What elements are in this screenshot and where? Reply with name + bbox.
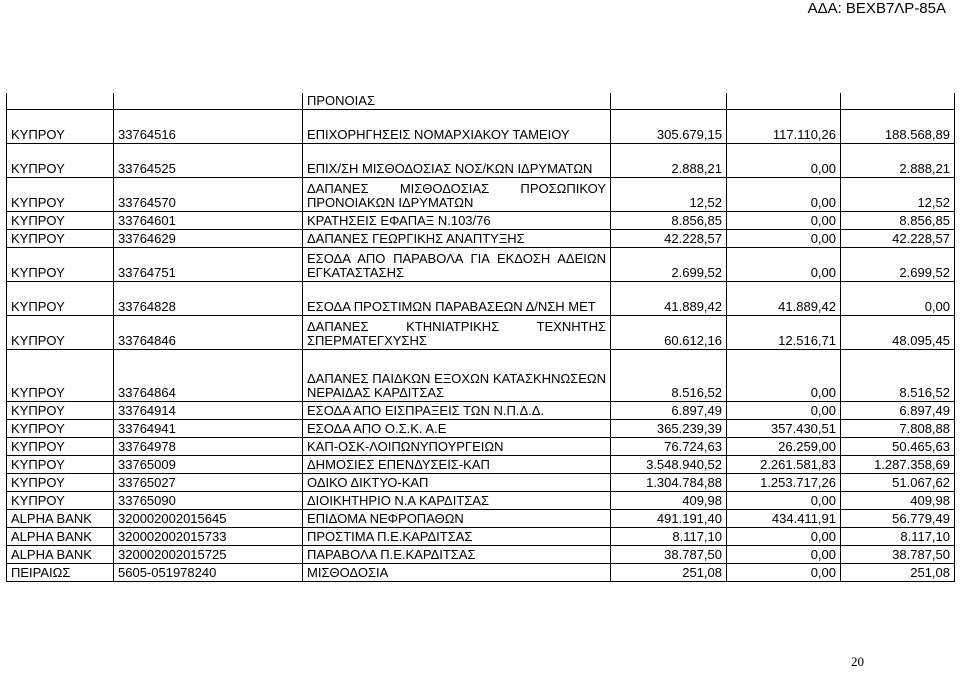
- description-cell: ΕΣΟΔΑ ΑΠΟ ΕΙΣΠΡΑΞΕΙΣ ΤΩΝ Ν.Π.Δ.Δ.: [303, 402, 611, 420]
- bank-cell: ΚΥΠΡΟΥ: [7, 212, 114, 230]
- amount-col3-cell: 2.699,52: [841, 248, 955, 282]
- description-cell: ΔΗΜΟΣΙΕΣ ΕΠΕΝΔΥΣΕΙΣ-ΚΑΠ: [303, 456, 611, 474]
- amount-col2-cell: 0,00: [727, 546, 841, 564]
- account-cell: 33764629: [114, 230, 303, 248]
- description-cell: ΕΠΙΧ/ΣΗ ΜΙΣΘΟΔΟΣΙΑΣ ΝΟΣ/ΚΩΝ ΙΔΡΥΜΑΤΩΝ: [303, 144, 611, 178]
- bank-cell: ΚΥΠΡΟΥ: [7, 438, 114, 456]
- account-cell: 320002002015725: [114, 546, 303, 564]
- amount-col2-cell: 0,00: [727, 528, 841, 546]
- account-cell: 33764846: [114, 316, 303, 350]
- amount-col3-cell: 50.465,63: [841, 438, 955, 456]
- amount-col3-cell: 38.787,50: [841, 546, 955, 564]
- amount-col3-cell: [841, 93, 955, 110]
- amount-col2-cell: 0,00: [727, 212, 841, 230]
- amount-col1-cell: 305.679,15: [611, 110, 727, 144]
- bank-cell: ΚΥΠΡΟΥ: [7, 110, 114, 144]
- amount-col2-cell: [727, 93, 841, 110]
- account-cell: 320002002015733: [114, 528, 303, 546]
- bank-cell: ALPHA BANK: [7, 528, 114, 546]
- amount-col3-cell: 409,98: [841, 492, 955, 510]
- amount-col1-cell: 76.724,63: [611, 438, 727, 456]
- amount-col3-cell: 8.117,10: [841, 528, 955, 546]
- amount-col2-cell: 434.411,91: [727, 510, 841, 528]
- description-cell: ΕΠΙΔΟΜΑ ΝΕΦΡΟΠΑΘΩΝ: [303, 510, 611, 528]
- amount-col1-cell: 409,98: [611, 492, 727, 510]
- account-cell: 33764601: [114, 212, 303, 230]
- bank-cell: ALPHA BANK: [7, 510, 114, 528]
- bank-cell: ALPHA BANK: [7, 546, 114, 564]
- account-cell: 33765090: [114, 492, 303, 510]
- amount-col3-cell: 0,00: [841, 282, 955, 316]
- amount-col1-cell: 1.304.784,88: [611, 474, 727, 492]
- account-cell: 33764828: [114, 282, 303, 316]
- table-row: [7, 546, 955, 564]
- description-cell: ΚΡΑΤΗΣΕΙΣ ΕΦΑΠΑΞ Ν.103/76: [303, 212, 611, 230]
- table-row: [7, 350, 955, 402]
- account-cell: 33764914: [114, 402, 303, 420]
- table-row: [7, 420, 955, 438]
- table-row: [7, 248, 955, 282]
- bank-cell: ΠΕΙΡΑΙΩΣ: [7, 564, 114, 582]
- account-cell: 33764864: [114, 350, 303, 402]
- bank-cell: ΚΥΠΡΟΥ: [7, 144, 114, 178]
- table-row: [7, 282, 955, 316]
- description-cell: ΔΑΠΑΝΕΣ ΠΑΙΔΚΩΝ ΕΞΟΧΩΝ ΚΑΤΑΣΚΗΝΩΣΕΩΝ ΝΕΡΑΙΔΑΣ ΚΑΡΔΙΤΣΑΣ: [303, 350, 611, 402]
- amount-col2-cell: 357.430,51: [727, 420, 841, 438]
- description-cell: ΜΙΣΘΟΔΟΣΙΑ: [303, 564, 611, 582]
- account-cell: [114, 93, 303, 110]
- amount-col3-cell: 2.888,21: [841, 144, 955, 178]
- table-row: [7, 528, 955, 546]
- amount-col3-cell: 188.568,89: [841, 110, 955, 144]
- amount-col2-cell: 0,00: [727, 492, 841, 510]
- description-cell: ΕΣΟΔΑ ΠΡΟΣΤΙΜΩΝ ΠΑΡΑΒΑΣΕΩΝ Δ/ΝΣΗ ΜΕΤ: [303, 282, 611, 316]
- table-row: [7, 402, 955, 420]
- description-cell: ΔΑΠΑΝΕΣ ΚΤΗΝΙΑΤΡΙΚΗΣ ΤΕΧΝΗΤΗΣ ΣΠΕΡΜΑΤΕΓΧΥΣΗΣ: [303, 316, 611, 350]
- ada-code: ΑΔΑ: ΒΕΧΒ7ΛΡ-85Α: [807, 0, 946, 17]
- bank-cell: ΚΥΠΡΟΥ: [7, 178, 114, 212]
- table-row: [7, 144, 955, 178]
- table-row: [7, 93, 955, 110]
- amount-col1-cell: 38.787,50: [611, 546, 727, 564]
- amount-col1-cell: 6.897,49: [611, 402, 727, 420]
- amount-col1-cell: 12,52: [611, 178, 727, 212]
- account-cell: 33764978: [114, 438, 303, 456]
- account-cell: 33764941: [114, 420, 303, 438]
- amount-col1-cell: 8.856,85: [611, 212, 727, 230]
- account-cell: 33764516: [114, 110, 303, 144]
- amount-col1-cell: 2.888,21: [611, 144, 727, 178]
- amount-col1-cell: 8.516,52: [611, 350, 727, 402]
- amount-col2-cell: 2.261.581,83: [727, 456, 841, 474]
- account-cell: 320002002015645: [114, 510, 303, 528]
- amount-col2-cell: 41.889,42: [727, 282, 841, 316]
- amount-col1-cell: 2.699,52: [611, 248, 727, 282]
- bank-cell: ΚΥΠΡΟΥ: [7, 492, 114, 510]
- amount-col3-cell: 7.808,88: [841, 420, 955, 438]
- amount-col1-cell: 41.889,42: [611, 282, 727, 316]
- amount-col2-cell: 0,00: [727, 178, 841, 212]
- account-cell: 33764570: [114, 178, 303, 212]
- bank-cell: ΚΥΠΡΟΥ: [7, 474, 114, 492]
- description-cell: ΠΡΟΝΟΙΑΣ: [303, 93, 611, 110]
- amount-col2-cell: 0,00: [727, 402, 841, 420]
- amount-col3-cell: 42.228,57: [841, 230, 955, 248]
- table-row: [7, 456, 955, 474]
- account-cell: 5605-051978240: [114, 564, 303, 582]
- amount-col3-cell: 251,08: [841, 564, 955, 582]
- amount-col3-cell: 1.287.358,69: [841, 456, 955, 474]
- amount-col1-cell: 60.612,16: [611, 316, 727, 350]
- amount-col3-cell: 12,52: [841, 178, 955, 212]
- table-row: [7, 510, 955, 528]
- table-row: [7, 212, 955, 230]
- description-cell: ΔΑΠΑΝΕΣ ΓΕΩΡΓΙΚΗΣ ΑΝΑΠΤΥΞΗΣ: [303, 230, 611, 248]
- amount-col3-cell: 48.095,45: [841, 316, 955, 350]
- bank-cell: ΚΥΠΡΟΥ: [7, 282, 114, 316]
- account-cell: 33765009: [114, 456, 303, 474]
- bank-cell: ΚΥΠΡΟΥ: [7, 316, 114, 350]
- amount-col3-cell: 6.897,49: [841, 402, 955, 420]
- table-row: [7, 564, 955, 582]
- description-cell: ΔΑΠΑΝΕΣ ΜΙΣΘΟΔΟΣΙΑΣ ΠΡΟΣΩΠΙΚΟΥ ΠΡΟΝΟΙΑΚΩΝ ΙΔΡΥΜΑΤΩΝ: [303, 178, 611, 212]
- bank-cell: ΚΥΠΡΟΥ: [7, 350, 114, 402]
- amount-col2-cell: 117.110,26: [727, 110, 841, 144]
- table-row: [7, 316, 955, 350]
- description-cell: ΟΔΙΚΟ ΔΙΚΤΥΟ-ΚΑΠ: [303, 474, 611, 492]
- amount-col3-cell: 56.779,49: [841, 510, 955, 528]
- amount-col2-cell: 1.253.717,26: [727, 474, 841, 492]
- description-cell: ΕΣΟΔΑ ΑΠΟ Ο.Σ.Κ. Α.Ε: [303, 420, 611, 438]
- amount-col2-cell: 0,00: [727, 230, 841, 248]
- account-cell: 33765027: [114, 474, 303, 492]
- amount-col3-cell: 51.067,62: [841, 474, 955, 492]
- page-number: 20: [851, 654, 864, 669]
- amount-col1-cell: 42.228,57: [611, 230, 727, 248]
- table-row: [7, 492, 955, 510]
- amount-col2-cell: 0,00: [727, 144, 841, 178]
- description-cell: ΕΠΙΧΟΡΗΓΗΣΕΙΣ ΝΟΜΑΡΧΙΑΚΟΥ ΤΑΜΕΙΟΥ: [303, 110, 611, 144]
- description-cell: ΠΡΟΣΤΙΜΑ Π.Ε.ΚΑΡΔΙΤΣΑΣ: [303, 528, 611, 546]
- amount-col2-cell: 0,00: [727, 564, 841, 582]
- amount-col1-cell: 365.239,39: [611, 420, 727, 438]
- amount-col1-cell: [611, 93, 727, 110]
- accounts-table: [6, 93, 955, 582]
- amount-col2-cell: 0,00: [727, 350, 841, 402]
- bank-cell: [7, 93, 114, 110]
- bank-cell: ΚΥΠΡΟΥ: [7, 456, 114, 474]
- amount-col1-cell: 3.548.940,52: [611, 456, 727, 474]
- amount-col2-cell: 26.259,00: [727, 438, 841, 456]
- amount-col2-cell: 0,00: [727, 248, 841, 282]
- account-cell: 33764751: [114, 248, 303, 282]
- amount-col1-cell: 251,08: [611, 564, 727, 582]
- table-row: [7, 230, 955, 248]
- table-row: [7, 474, 955, 492]
- bank-cell: ΚΥΠΡΟΥ: [7, 230, 114, 248]
- bank-cell: ΚΥΠΡΟΥ: [7, 248, 114, 282]
- description-cell: ΠΑΡΑΒΟΛΑ Π.Ε.ΚΑΡΔΙΤΣΑΣ: [303, 546, 611, 564]
- description-cell: ΕΣΟΔΑ ΑΠΟ ΠΑΡΑΒΟΛΑ ΓΙΑ ΕΚΔΟΣΗ ΑΔΕΙΩΝ ΕΓΚΑΤΑΣΤΑΣΗΣ: [303, 248, 611, 282]
- amount-col1-cell: 8.117,10: [611, 528, 727, 546]
- description-cell: ΔΙΟΙΚΗΤΗΡΙΟ Ν.Α ΚΑΡΔΙΤΣΑΣ: [303, 492, 611, 510]
- table-row: [7, 438, 955, 456]
- amount-col1-cell: 491.191,40: [611, 510, 727, 528]
- amount-col3-cell: 8.856,85: [841, 212, 955, 230]
- table-row: [7, 178, 955, 212]
- table-row: [7, 110, 955, 144]
- description-cell: ΚΑΠ-ΟΣΚ-ΛΟΙΠΩΝΥΠΟΥΡΓΕΙΩΝ: [303, 438, 611, 456]
- amount-col3-cell: 8.516,52: [841, 350, 955, 402]
- account-cell: 33764525: [114, 144, 303, 178]
- bank-cell: ΚΥΠΡΟΥ: [7, 420, 114, 438]
- bank-cell: ΚΥΠΡΟΥ: [7, 402, 114, 420]
- amount-col2-cell: 12.516,71: [727, 316, 841, 350]
